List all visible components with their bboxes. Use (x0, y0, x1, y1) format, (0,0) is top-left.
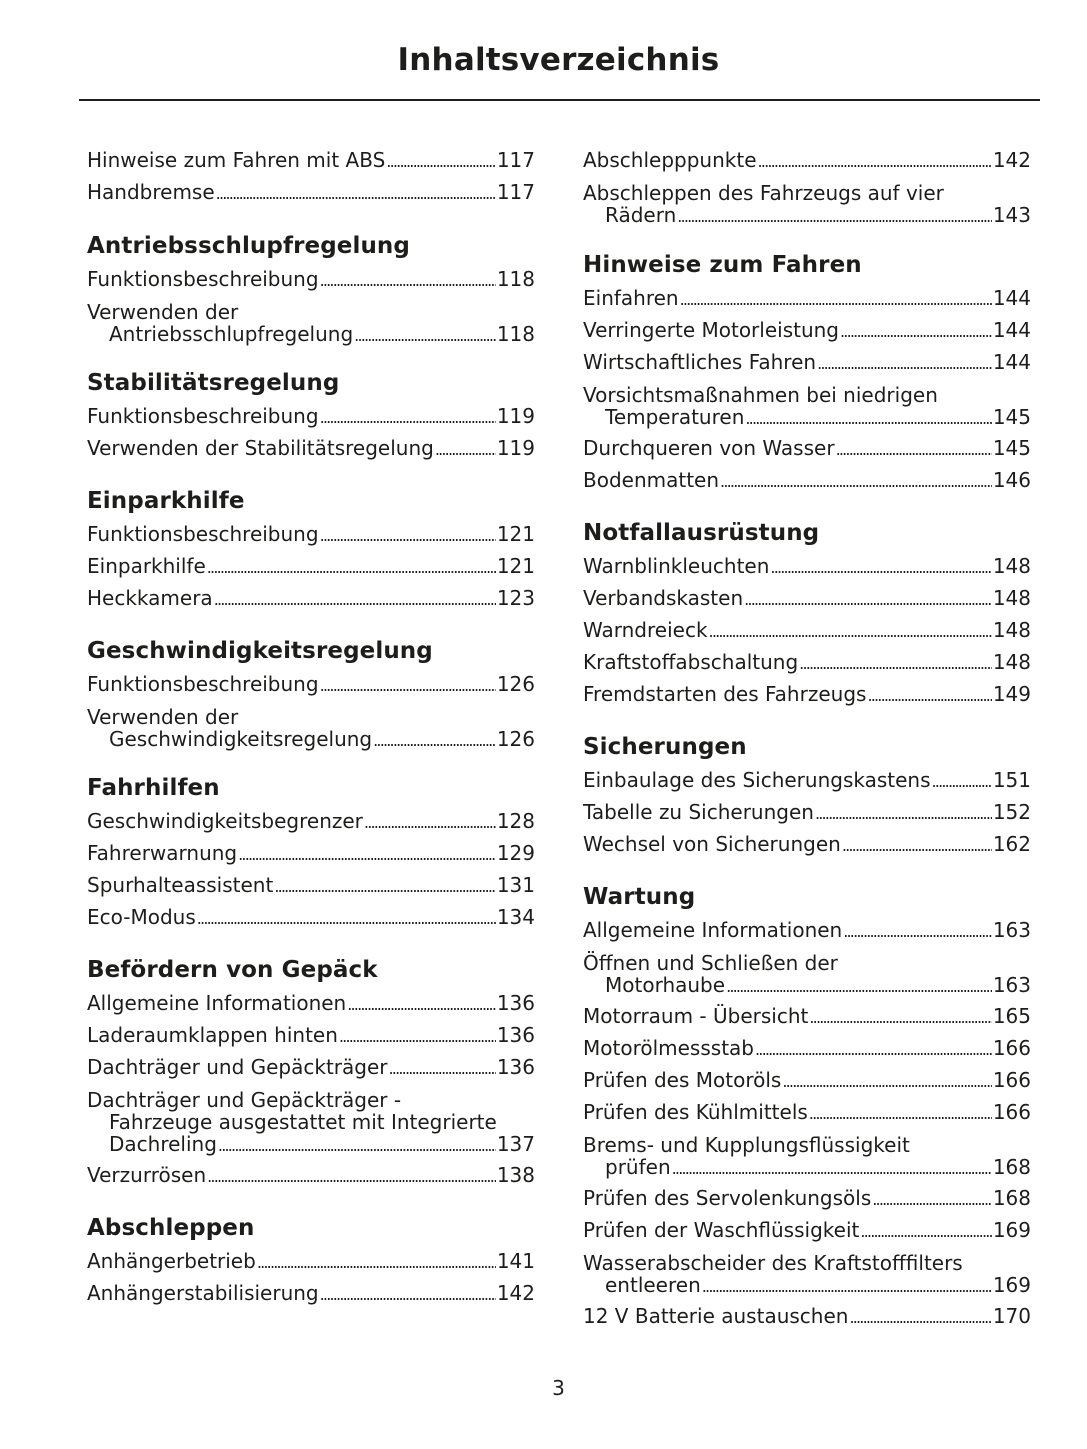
entry-title: Verbandskasten (583, 586, 744, 610)
entry-page-number: 138 (496, 1163, 535, 1187)
dot-leader (320, 521, 496, 551)
entry-page-number: 119 (496, 404, 535, 428)
entry-title: Dachträger und Gepäckträger - (87, 1088, 402, 1112)
dot-leader (216, 179, 496, 209)
toc-entry[interactable] (87, 1052, 535, 1084)
entry-page-number: 165 (992, 1004, 1031, 1028)
entry-title: Geschwindigkeitsbegrenzer (87, 809, 363, 833)
dot-leader (843, 917, 992, 947)
entry-page-number: 145 (992, 405, 1031, 429)
dot-leader (860, 1217, 991, 1247)
dot-leader (782, 1067, 991, 1097)
toc-entry[interactable] (583, 583, 1031, 615)
toc-entry[interactable] (87, 1246, 535, 1278)
entry-title: Bodenmatten (583, 468, 720, 492)
dot-leader (386, 147, 496, 177)
entry-title: Hinweise zum Fahren mit ABS (87, 148, 386, 172)
toc-entry[interactable] (87, 1089, 535, 1157)
toc-entry[interactable] (583, 829, 1031, 861)
entry-title: Laderaumklappen hinten (87, 1023, 338, 1047)
entry-title: Geschwindigkeitsregelung (109, 727, 373, 751)
dot-leader (744, 585, 992, 615)
dot-leader (867, 681, 991, 711)
entry-title: Verwenden der Stabilitätsregelung (87, 436, 434, 460)
entry-title: Verzurrösen (87, 1163, 207, 1187)
section-heading[interactable]: Stabilitätsregelung (87, 370, 340, 396)
toc-entry[interactable] (87, 1160, 535, 1192)
dot-leader (354, 325, 496, 347)
dot-leader (809, 1003, 991, 1033)
section-heading[interactable]: Antriebsschlupfregelung (87, 233, 410, 259)
toc-entry[interactable] (87, 301, 535, 347)
entry-page-number: 118 (496, 322, 535, 346)
dot-leader (758, 147, 992, 177)
entry-page-number: 148 (992, 650, 1031, 674)
entry-title: Brems- und Kupplungsflüssigkeit (583, 1133, 910, 1157)
entry-title: Allgemeine Informationen (87, 991, 347, 1015)
entry-page-number: 136 (496, 991, 535, 1015)
toc-section (583, 882, 1031, 1333)
entry-page-number: 129 (496, 841, 535, 865)
toc-entry[interactable] (583, 679, 1031, 711)
entry-title: entleeren (605, 1273, 701, 1297)
entry-page-number: 128 (496, 809, 535, 833)
entry-title: Abschlepppunkte (583, 148, 757, 172)
entry-title: 12 V Batterie austauschen (583, 1304, 849, 1328)
entry-page-number: 166 (992, 1068, 1031, 1092)
toc-entry[interactable] (87, 902, 535, 934)
dot-leader (745, 408, 991, 430)
toc-entry[interactable] (583, 384, 1031, 430)
dot-leader (770, 553, 991, 583)
entry-page-number: 149 (992, 682, 1031, 706)
toc-entry[interactable] (583, 1252, 1031, 1298)
entry-page-number: 148 (992, 586, 1031, 610)
entry-page-number: 121 (496, 554, 535, 578)
entry-title: prüfen (605, 1155, 671, 1179)
entry-page-number: 163 (992, 973, 1031, 997)
entry-page-number: 117 (496, 180, 535, 204)
dot-leader (320, 266, 496, 296)
entry-title: Verwenden der (87, 300, 239, 324)
toc-entry[interactable] (583, 797, 1031, 829)
entry-title: Funktionsbeschreibung (87, 404, 319, 428)
dot-leader (872, 1185, 992, 1215)
toc-entry[interactable] (87, 669, 535, 701)
entry-title: Rädern (605, 203, 677, 227)
toc-section (87, 231, 535, 347)
toc-entry[interactable] (583, 1033, 1031, 1065)
title-divider (79, 99, 1040, 101)
dot-leader (672, 1158, 992, 1180)
entry-title: Motorölmessstab (583, 1036, 754, 1060)
toc-entry[interactable] (87, 583, 535, 615)
entry-page-number: 134 (496, 905, 535, 929)
toc-entry[interactable] (87, 1020, 535, 1052)
toc-entry[interactable] (583, 1301, 1031, 1333)
entry-title: Spurhalteassistent (87, 873, 274, 897)
toc-entry[interactable] (87, 806, 535, 838)
entry-page-number: 126 (496, 672, 535, 696)
dot-leader (677, 206, 992, 228)
toc-entry[interactable] (87, 264, 535, 296)
toc-entry[interactable] (87, 988, 535, 1020)
entry-title: Fremdstarten des Fahrzeugs (583, 682, 867, 706)
toc-entry[interactable] (583, 465, 1031, 497)
dot-leader (364, 808, 496, 838)
toc-entry[interactable] (583, 1097, 1031, 1129)
entry-page-number: 142 (496, 1281, 535, 1305)
dot-leader (320, 403, 496, 433)
entry-title: Einparkhilfe (87, 554, 206, 578)
dot-leader (702, 1276, 992, 1298)
section-heading[interactable]: Hinweise zum Fahren (583, 252, 862, 278)
section-heading[interactable]: Abschleppen (87, 1215, 255, 1241)
entry-page-number: 117 (496, 148, 535, 172)
entry-title: Warndreieck (583, 618, 708, 642)
entry-title: Öffnen und Schließen der (583, 951, 838, 975)
entry-page-number: 170 (992, 1304, 1031, 1328)
toc-entry[interactable] (87, 870, 535, 902)
toc-section (583, 145, 1031, 228)
entry-page-number: 148 (992, 554, 1031, 578)
entry-page-number: 162 (992, 832, 1031, 856)
toc-section (583, 250, 1031, 497)
entry-title: Vorsichtsmaßnahmen bei niedrigen (583, 383, 938, 407)
dot-leader (207, 1162, 496, 1192)
toc-section (87, 1213, 535, 1310)
section-heading[interactable]: Sicherungen (583, 734, 747, 760)
dot-leader (709, 617, 992, 647)
toc-entry[interactable] (583, 1001, 1031, 1033)
section-heading[interactable]: Wartung (583, 884, 696, 910)
toc-entry[interactable] (87, 838, 535, 870)
entry-page-number: 144 (992, 350, 1031, 374)
toc-section (87, 486, 535, 615)
section-heading[interactable]: Geschwindigkeitsregelung (87, 638, 433, 664)
toc-right-column (583, 145, 1031, 1354)
toc-entry[interactable] (583, 182, 1031, 228)
toc-section (583, 732, 1031, 861)
entry-title: Funktionsbeschreibung (87, 672, 319, 696)
toc-entry[interactable] (583, 952, 1031, 998)
entry-title: Motorraum - Übersicht (583, 1004, 809, 1028)
entry-title: Prüfen der Waschflüssigkeit (583, 1218, 860, 1242)
entry-title: Wechsel von Sicherungen (583, 832, 841, 856)
dot-leader (197, 904, 496, 934)
entry-page-number: 119 (496, 436, 535, 460)
entry-page-number: 145 (992, 436, 1031, 460)
toc-entry[interactable] (583, 1065, 1031, 1097)
dot-leader (218, 1135, 496, 1157)
toc-entry[interactable] (583, 1215, 1031, 1247)
entry-title: Tabelle zu Sicherungen (583, 800, 814, 824)
entry-title: Antriebsschlupfregelung (109, 322, 354, 346)
entry-page-number: 131 (496, 873, 535, 897)
entry-page-number: 118 (496, 267, 535, 291)
toc-entry[interactable] (583, 615, 1031, 647)
entry-page-number: 144 (992, 286, 1031, 310)
entry-title: Dachreling (109, 1132, 217, 1156)
entry-title: Anhängerbetrieb (87, 1249, 256, 1273)
entry-page-number: 136 (496, 1023, 535, 1047)
page-number: 3 (552, 1376, 565, 1400)
toc-entry[interactable] (583, 283, 1031, 315)
entry-page-number: 144 (992, 318, 1031, 342)
toc-entry[interactable] (87, 1278, 535, 1310)
entry-title: Motorhaube (605, 973, 726, 997)
dot-leader (799, 649, 992, 679)
entry-page-number: 148 (992, 618, 1031, 642)
entry-title: Durchqueren von Wasser (583, 436, 835, 460)
entry-page-number: 169 (992, 1273, 1031, 1297)
dot-leader (836, 435, 992, 465)
entry-title: Funktionsbeschreibung (87, 267, 319, 291)
toc-section (87, 636, 535, 752)
entry-page-number: 121 (496, 522, 535, 546)
toc-entry[interactable] (583, 1134, 1031, 1180)
entry-title: Kraftstoffabschaltung (583, 650, 799, 674)
entry-title: Verringerte Motorleistung (583, 318, 840, 342)
dot-leader (720, 467, 992, 497)
entry-page-number: 126 (496, 727, 535, 751)
dot-leader (347, 990, 496, 1020)
toc-entry[interactable] (87, 401, 535, 433)
toc-entry[interactable] (87, 706, 535, 752)
section-heading[interactable]: Notfallausrüstung (583, 520, 820, 546)
entry-title: Fahrzeuge ausgestattet mit Integrierte (109, 1110, 497, 1134)
entry-page-number: 141 (496, 1249, 535, 1273)
toc-entry[interactable] (583, 647, 1031, 679)
dot-leader (840, 317, 992, 347)
entry-page-number: 168 (992, 1186, 1031, 1210)
toc-entry[interactable] (87, 145, 535, 177)
toc-section (87, 368, 535, 465)
toc-entry[interactable] (583, 315, 1031, 347)
dot-leader (207, 553, 496, 583)
dot-leader (238, 840, 496, 870)
entry-title: Heckkamera (87, 586, 213, 610)
toc-entry[interactable] (583, 915, 1031, 947)
toc-section (87, 773, 535, 934)
dot-leader (842, 831, 992, 861)
entry-title: Prüfen des Motoröls (583, 1068, 782, 1092)
entry-page-number: 151 (992, 768, 1031, 792)
entry-title: Funktionsbeschreibung (87, 522, 319, 546)
entry-page-number: 136 (496, 1055, 535, 1079)
entry-page-number: 169 (992, 1218, 1031, 1242)
dot-leader (257, 1248, 496, 1278)
entry-page-number: 152 (992, 800, 1031, 824)
dot-leader (817, 349, 992, 379)
entry-page-number: 146 (992, 468, 1031, 492)
toc-section (87, 955, 535, 1192)
dot-leader (214, 585, 496, 615)
entry-title: Wasserabscheider des Kraftstofffilters (583, 1251, 963, 1275)
dot-leader (320, 671, 496, 701)
entry-title: Prüfen des Servolenkungsöls (583, 1186, 872, 1210)
dot-leader (809, 1099, 992, 1129)
entry-page-number: 123 (496, 586, 535, 610)
dot-leader (389, 1054, 496, 1084)
entry-page-number: 143 (992, 203, 1031, 227)
toc-entry[interactable] (583, 765, 1031, 797)
entry-title: Dachträger und Gepäckträger (87, 1055, 388, 1079)
entry-title: Wirtschaftliches Fahren (583, 350, 817, 374)
dot-leader (274, 872, 496, 902)
dot-leader (849, 1303, 991, 1333)
entry-title: Verwenden der (87, 705, 239, 729)
dot-leader (755, 1035, 992, 1065)
toc-section (87, 145, 535, 209)
entry-title: Allgemeine Informationen (583, 918, 843, 942)
toc-entry[interactable] (583, 433, 1031, 465)
entry-page-number: 142 (992, 148, 1031, 172)
entry-title: Einbaulage des Sicherungskastens (583, 768, 931, 792)
entry-title: Handbremse (87, 180, 215, 204)
entry-page-number: 137 (496, 1132, 535, 1156)
dot-leader (320, 1280, 496, 1310)
toc-entry[interactable] (87, 519, 535, 551)
dot-leader (373, 730, 496, 752)
toc-entry[interactable] (583, 551, 1031, 583)
dot-leader (339, 1022, 496, 1052)
section-heading[interactable]: Einparkhilfe (87, 488, 245, 514)
entry-title: Einfahren (583, 286, 679, 310)
toc-entry[interactable] (583, 1183, 1031, 1215)
entry-title: Warnblinkleuchten (583, 554, 770, 578)
toc-entry[interactable] (87, 433, 535, 465)
toc-left-column (87, 145, 535, 1331)
toc-entry[interactable] (583, 347, 1031, 379)
section-heading[interactable]: Fahrhilfen (87, 775, 220, 801)
section-heading[interactable]: Befördern von Gepäck (87, 957, 378, 983)
entry-page-number: 166 (992, 1100, 1031, 1124)
dot-leader (932, 767, 992, 797)
entry-page-number: 168 (992, 1155, 1031, 1179)
entry-page-number: 166 (992, 1036, 1031, 1060)
entry-title: Prüfen des Kühlmittels (583, 1100, 808, 1124)
entry-title: Eco-Modus (87, 905, 196, 929)
entry-title: Fahrerwarnung (87, 841, 238, 865)
entry-title: Abschleppen des Fahrzeugs auf vier (583, 181, 944, 205)
dot-leader (726, 976, 992, 998)
toc-entry[interactable] (583, 145, 1031, 177)
entry-title: Temperaturen (605, 405, 745, 429)
toc-entry[interactable] (87, 551, 535, 583)
dot-leader (435, 435, 496, 465)
dot-leader (680, 285, 992, 315)
entry-title: Anhängerstabilisierung (87, 1281, 319, 1305)
entry-page-number: 163 (992, 918, 1031, 942)
dot-leader (815, 799, 992, 829)
page-title: Inhaltsverzeichnis (397, 42, 720, 78)
toc-entry[interactable] (87, 177, 535, 209)
toc-section (583, 518, 1031, 711)
